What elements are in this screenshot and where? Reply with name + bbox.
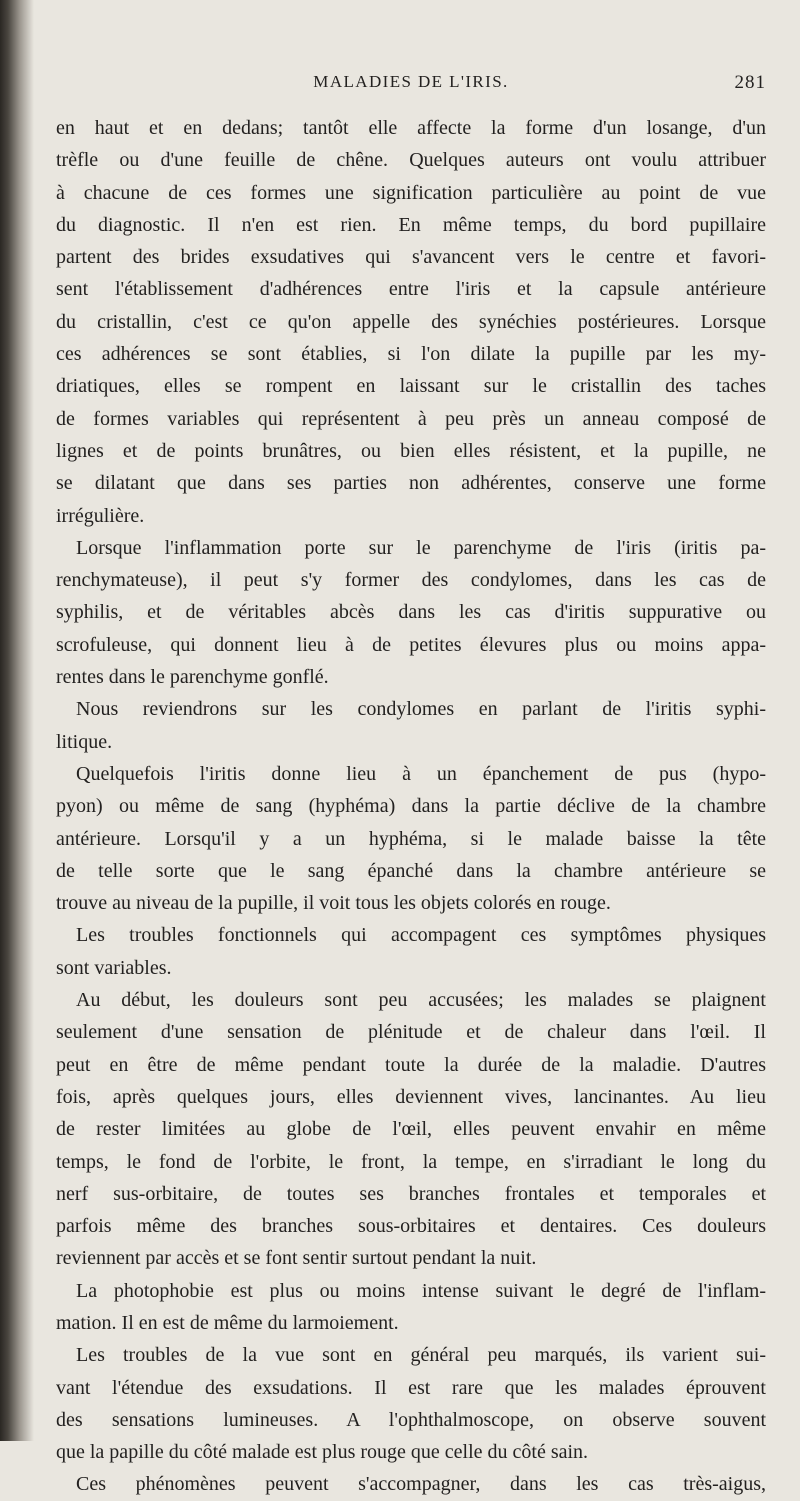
text-line: partent des brides exsudatives qui s'avancent vers le centre et favori-: [56, 246, 766, 269]
text-line: en haut et en dedans; tantôt elle affecte la forme d'un losange, d'un: [56, 117, 766, 139]
text-line: rentes dans le parenchyme gonflé.: [56, 666, 329, 689]
text-line: sent l'établissement d'adhérences entre l'iris et la capsule antérieure: [56, 278, 766, 301]
text-line: Les troubles de la vue sont en général peu marqués, ils varient sui-: [76, 1344, 766, 1367]
text-line: seulement d'une sensation de plénitude et de chaleur dans l'œil. Il: [56, 1021, 766, 1044]
text-line: driatiques, elles se rompent en laissant sur le cristallin des taches: [56, 375, 766, 398]
text-line: lignes et de points brunâtres, ou bien elles résistent, et la pupille, ne: [56, 439, 766, 462]
running-head: [56, 72, 766, 98]
text-line: fois, après quelques jours, elles deviennent vives, lancinantes. Au lieu: [56, 1085, 766, 1108]
text-line: litique.: [56, 730, 113, 753]
text-line: trouve au niveau de la pupille, il voit tous les objets colorés en rouge.: [56, 892, 611, 915]
text-line: Quelquefois l'iritis donne lieu à un épanchement de pus (hypo-: [76, 762, 766, 785]
text-line: La photophobie est plus ou moins intense suivant le degré de l'inflam-: [76, 1279, 766, 1302]
text-line: sont variables.: [56, 956, 172, 979]
text-line: de telle sorte que le sang épanché dans la chambre antérieure se: [56, 859, 766, 882]
text-line: Ces phénomènes peuvent s'accompagner, dans les cas très-aigus,: [76, 1473, 766, 1496]
text-line: du diagnostic. Il n'en est rien. En même temps, du bord pupillaire: [56, 213, 766, 236]
text-line: mation. Il en est de même du larmoiement.: [56, 1311, 399, 1334]
text-line: parfois même des branches sous-orbitaires et dentaires. Ces douleurs: [56, 1215, 766, 1238]
text-line: trèfle ou d'une feuille de chêne. Quelques auteurs ont voulu attribuer: [56, 149, 766, 172]
text-line: de rester limitées au globe de l'œil, elles peuvent envahir en même: [56, 1118, 766, 1141]
text-line: ces adhérences se sont établies, si l'on dilate la pupille par les my-: [56, 343, 766, 366]
text-line: reviennent par accès et se font sentir surtout pendant la nuit.: [56, 1247, 537, 1270]
chapter-title: MALADIES DE L'IRIS.: [313, 72, 509, 91]
text-line: de formes variables qui représentent à peu près un anneau composé de: [56, 407, 766, 430]
text-line: temps, le fond de l'orbite, le front, la tempe, en s'irradiant le long du: [56, 1150, 766, 1173]
page-number: 281: [734, 72, 766, 93]
text-line: peut en être de même pendant toute la durée de la maladie. D'autres: [56, 1053, 766, 1076]
text-line: irrégulière.: [56, 504, 145, 527]
text-line: nerf sus-orbitaire, de toutes ses branches frontales et temporales et: [56, 1182, 766, 1205]
text-line: Les troubles fonctionnels qui accompagent ces symptômes physiques: [76, 924, 766, 947]
text-line: se dilatant que dans ses parties non adhérentes, conserve une forme: [56, 472, 766, 495]
text-line: des sensations lumineuses. A l'ophthalmoscope, on observe souvent: [56, 1408, 766, 1431]
text-line: Au début, les douleurs sont peu accusées; les malades se plaignent: [76, 989, 766, 1012]
text-line: vant l'étendue des exsudations. Il est rare que les malades éprouvent: [56, 1376, 766, 1399]
text-line: que la papille du côté malade est plus rouge que celle du côté sain.: [56, 1441, 589, 1464]
text-line: pyon) ou même de sang (hyphéma) dans la partie déclive de la chambre: [56, 795, 766, 818]
text-line: syphilis, et de véritables abcès dans les cas d'iritis suppurative ou: [56, 601, 766, 624]
text-line: Lorsque l'inflammation porte sur le parenchyme de l'iris (iritis pa-: [76, 536, 766, 559]
text-line: scrofuleuse, qui donnent lieu à de petites élevures plus ou moins appa-: [56, 633, 766, 656]
text-line: du cristallin, c'est ce qu'on appelle des synéchies postérieures. Lorsque: [56, 310, 766, 333]
body-text: [56, 112, 766, 1501]
text-line: renchymateuse), il peut s'y former des condylomes, dans les cas de: [56, 569, 766, 592]
text-line: antérieure. Lorsqu'il y a un hyphéma, si le malade baisse la tête: [56, 827, 766, 850]
text-line: Nous reviendrons sur les condylomes en parlant de l'iritis syphi-: [76, 698, 766, 721]
text-line: à chacune de ces formes une signification particulière au point de vue: [56, 181, 766, 204]
